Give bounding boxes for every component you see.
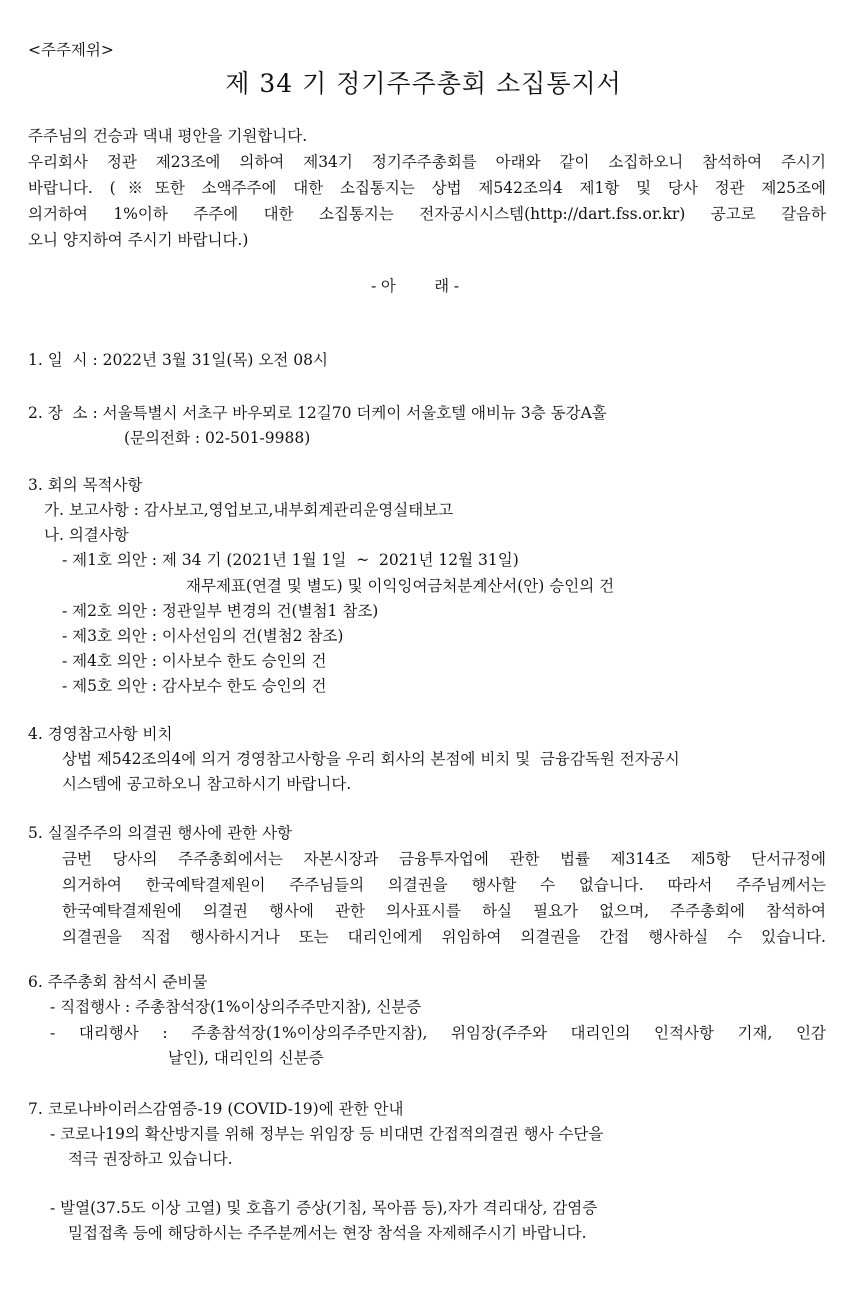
intro-line: 의거하여 1%이하 주주에 대한 소집통지는 전자공시시스템(http://dart.fss.or.kr) 공고로 갈음하 [28, 205, 826, 223]
section-agenda-heading: 3. 회의 목적사항 [28, 476, 143, 494]
page-title: 제 34 기 정기주주총회 소집통지서 [225, 69, 622, 98]
section-date: 1. 일 시 : 2022년 3월 31일(목) 오전 08시 [28, 351, 328, 369]
venue-phone: (문의전화 : 02-501-9988) [124, 429, 311, 447]
intro-line: 바랍니다. (※또한 소액주주에 대한 소집통지는 상법 제542조의4 제1항 및 당사 정관 제25조에 [28, 179, 826, 197]
reference-body-line: 시스템에 공고하오니 참고하시기 바랍니다. [62, 775, 352, 793]
voting-body-line: 의결권을 직접 행사하시거나 또는 대리인에게 위임하여 의결권을 간접 행사하실 수 있습니다. [62, 928, 826, 946]
covid-bullet: - 발열(37.5도 이상 고열) 및 호흡기 증상(기침, 목아픔 등),자가 격리대상, 감염증 [50, 1199, 598, 1217]
agenda-item: - 제5호 의안 : 감사보수 한도 승인의 건 [62, 677, 327, 695]
agenda-item-continuation: 재무제표(연결 및 별도) 및 이익잉여금처분계산서(안) 승인의 건 [186, 577, 615, 595]
covid-bullet-continuation: 밀접접촉 등에 해당하시는 주주분께서는 현장 참석을 자제해주시기 바랍니다. [68, 1224, 587, 1242]
materials-direct: - 직접행사 : 주총참석장(1%이상의주주만지참), 신분증 [50, 998, 422, 1016]
section-materials-heading: 6. 주주총회 참석시 준비물 [28, 973, 208, 991]
separator: - 아 래 - [371, 277, 459, 295]
section-covid-heading: 7. 코로나바이러스감염증-19 (COVID-19)에 관한 안내 [28, 1100, 404, 1118]
intro-line: 우리회사 정관 제23조에 의하여 제34기 정기주주총회를 아래와 같이 소집하오니 참석하여 주시기 [28, 153, 826, 171]
agenda-item: - 제4호 의안 : 이사보수 한도 승인의 건 [62, 652, 327, 670]
agenda-item: - 제2호 의안 : 정관일부 변경의 건(별첨1 참조) [62, 602, 379, 620]
intro-line: 오니 양지하여 주시기 바랍니다.) [28, 231, 249, 249]
agenda-item: - 제1호 의안 : 제 34 기 (2021년 1월 1일 ~ 2021년 12월 31일) [62, 551, 519, 569]
voting-body-line: 의거하여 한국예탁결제원이 주주님들의 의결권을 행사할 수 없습니다. 따라서 주주님께서는 [62, 876, 826, 894]
voting-body-line: 금번 당사의 주주총회에서는 자본시장과 금융투자업에 관한 법률 제314조 제5항 단서규정에 [62, 850, 826, 868]
resolution-heading: 나. 의결사항 [44, 526, 129, 544]
section-reference-heading: 4. 경영참고사항 비치 [28, 725, 173, 743]
section-venue: 2. 장 소 : 서울특별시 서초구 바우뫼로 12길70 더케이 서울호텔 애비뉴 3층 동강A홀 [28, 404, 607, 422]
category-tag: <주주제위> [28, 41, 114, 59]
agenda-item: - 제3호 의안 : 이사선임의 건(별첨2 참조) [62, 627, 344, 645]
intro-line: 주주님의 건승과 댁내 평안을 기원합니다. [28, 127, 308, 145]
covid-bullet: - 코로나19의 확산방지를 위해 정부는 위임장 등 비대면 간접적의결권 행사 수단을 [50, 1125, 604, 1143]
section-voting-heading: 5. 실질주주의 의결권 행사에 관한 사항 [28, 824, 293, 842]
reference-body-line: 상법 제542조의4에 의거 경영참고사항을 우리 회사의 본점에 비치 및 금융감독원 전자공시 [62, 750, 680, 768]
report-items: 가. 보고사항 : 감사보고,영업보고,내부회계관리운영실태보고 [44, 501, 454, 519]
materials-proxy-continuation: 날인), 대리인의 신분증 [168, 1049, 324, 1067]
voting-body-line: 한국예탁결제원에 의결권 행사에 관한 의사표시를 하실 필요가 없으며, 주주총회에 참석하여 [62, 902, 826, 920]
covid-bullet-continuation: 적극 권장하고 있습니다. [68, 1150, 233, 1168]
materials-proxy: - 대리행사 : 주총참석장(1%이상의주주만지참), 위임장(주주와 대리인의 인적사항 기재, 인감 [50, 1024, 826, 1042]
